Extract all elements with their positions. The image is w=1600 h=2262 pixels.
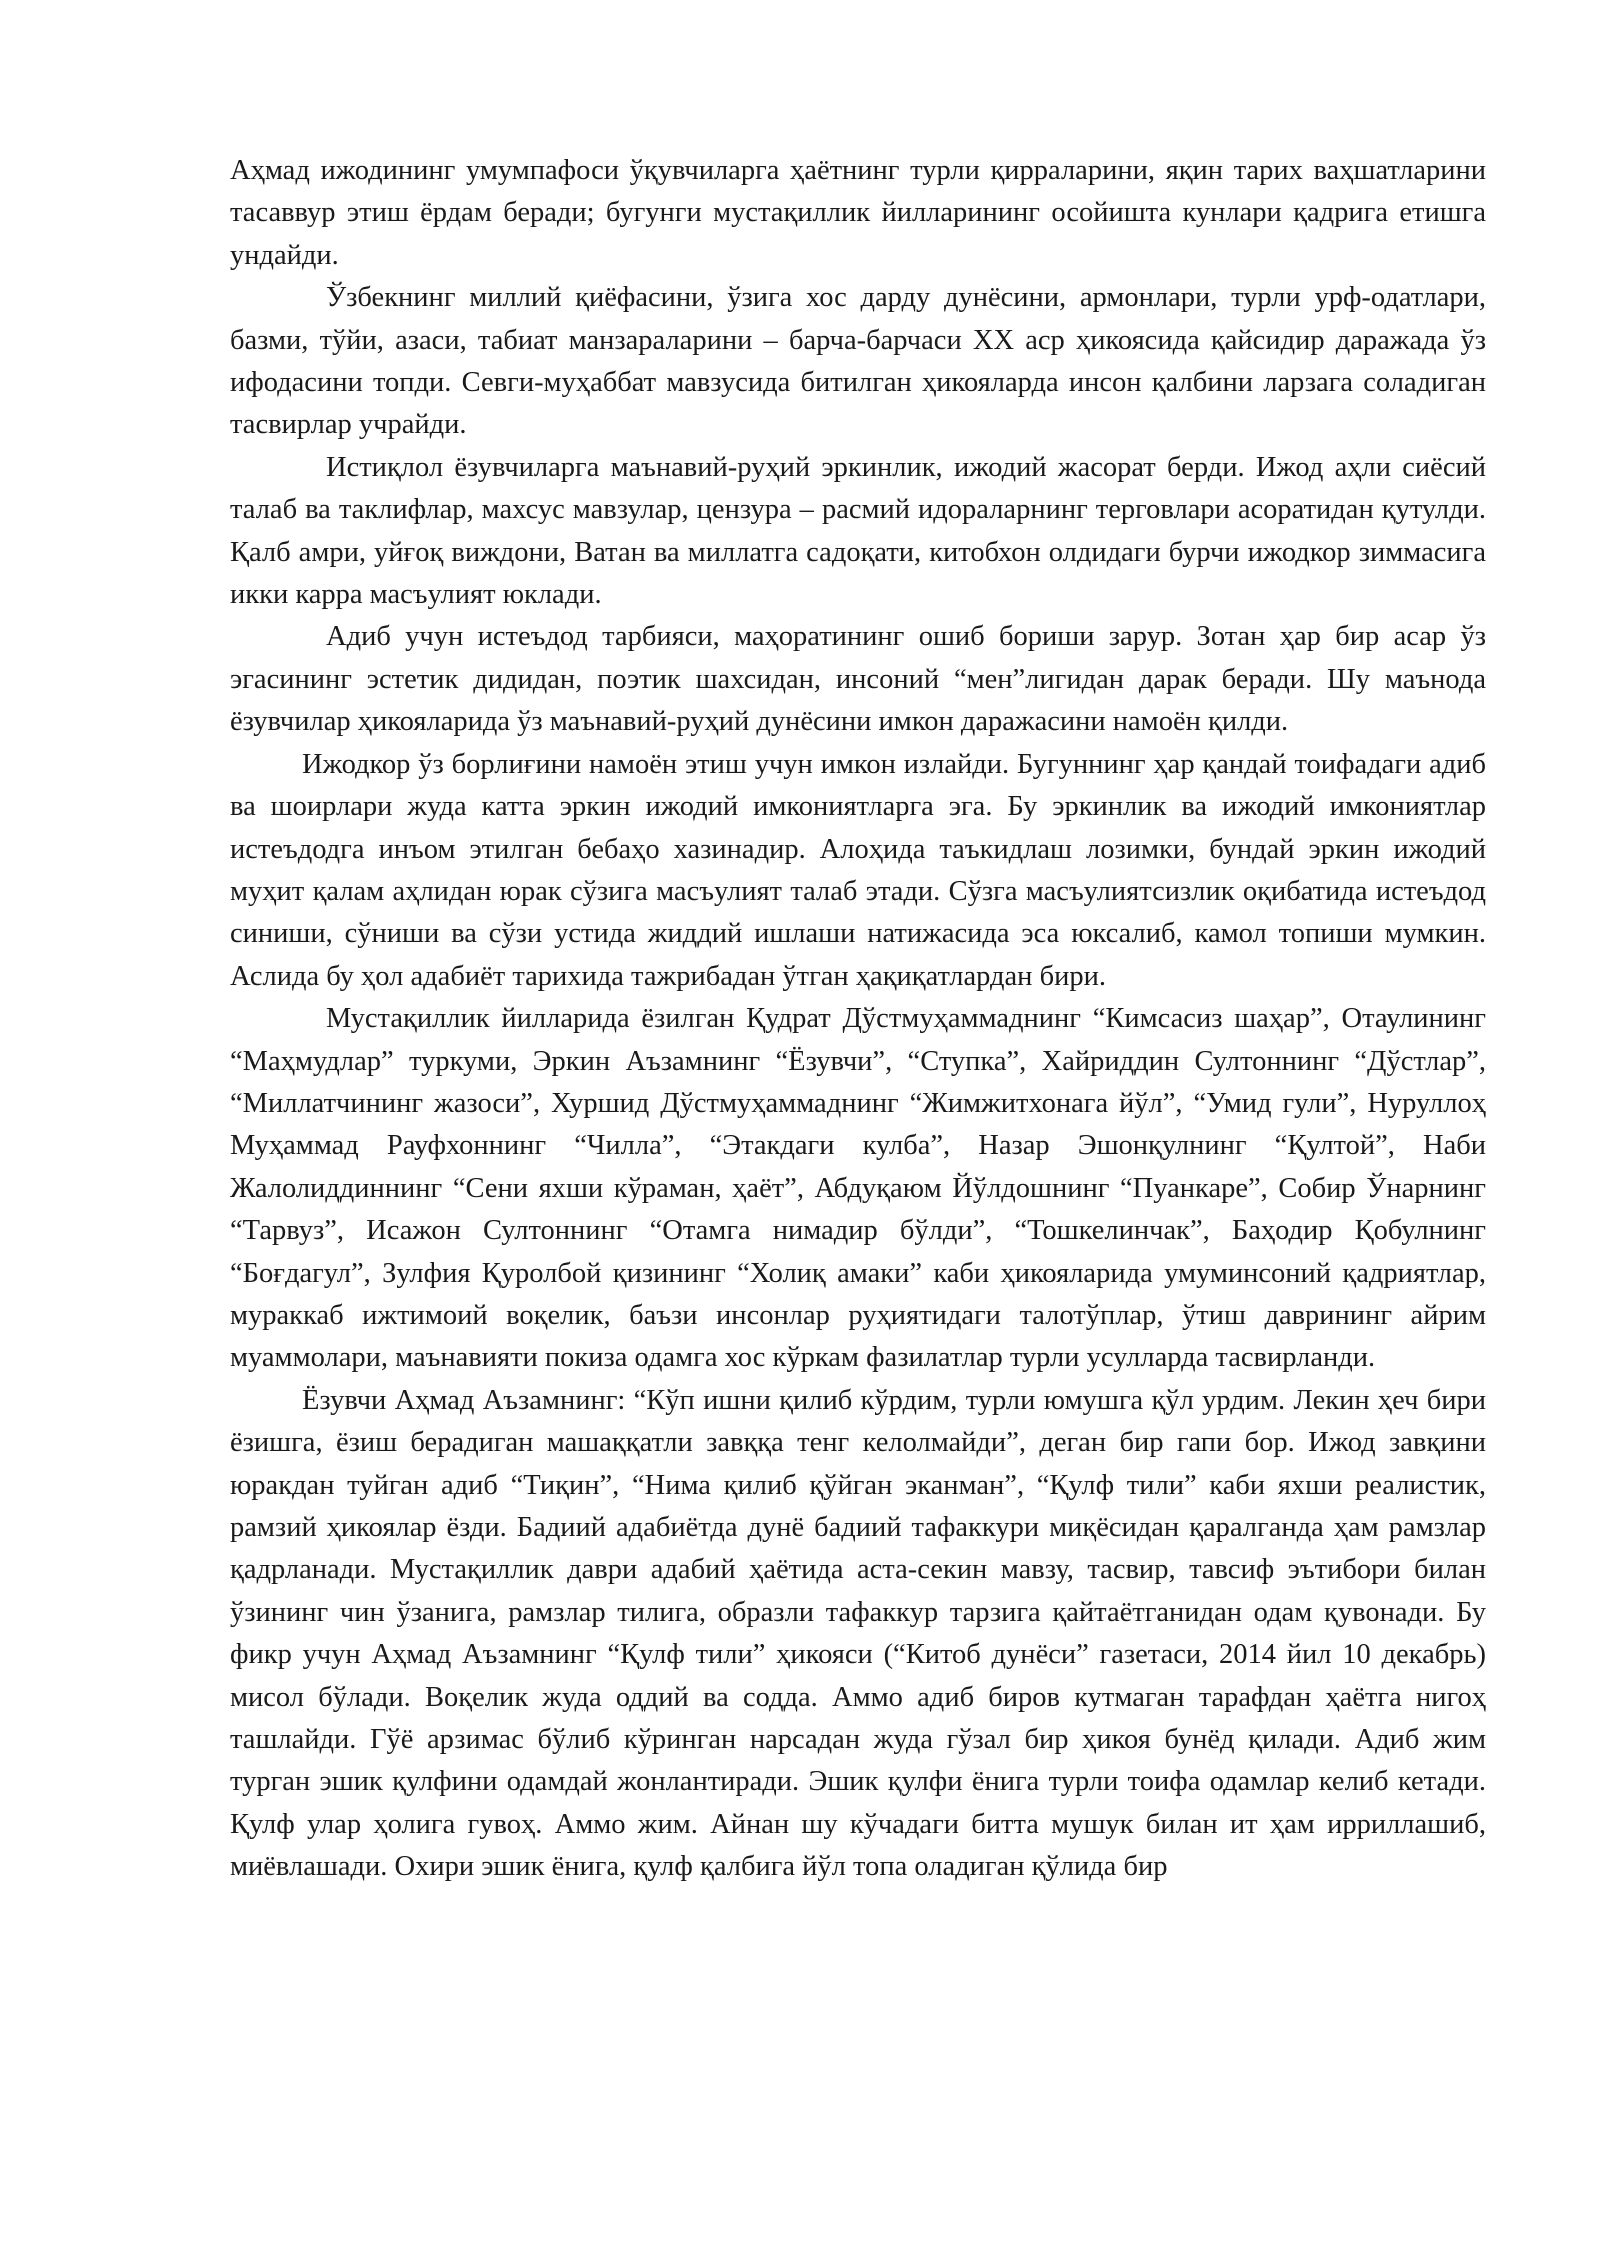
paragraph-2: Ўзбекнинг миллий қиёфасини, ўзига хос дарду дунёсини, армонлари, турли урф-одатлари, базми, тўйи, азаси, табиат манзараларини – барча-барчаси XX аср ҳикоясида қайсидир даражада ўз ифодасини топди. Севги-муҳаббат мавзусида битилган ҳикояларда инсон қалбини ларзага соладиган тасвирлар учрайди.	[230, 282, 1486, 441]
paragraph-6: Мустақиллик йилларида ёзилган Қудрат Дўстмуҳаммаднинг “Кимсасиз шаҳар”, Отаулининг “Маҳмудлар” туркуми, Эркин Аъзамнинг “Ёзувчи”, “Ступка”, Хайриддин Султоннинг “Дўстлар”, “Миллатчининг жазоси”, Хуршид Дўстмуҳаммаднинг “Жимжитхонага йўл”, “Умид гули”, Нуруллоҳ Муҳаммад Рауфхоннинг “Чилла”, “Этакдаги кулба”, Назар Эшонқулнинг “Қултой”, Наби Жалолиддиннинг “Сени яхши кўраман, ҳаёт”, Абдуқаюм Йўлдошнинг “Пуанкаре”, Собир Ўнарнинг “Тарвуз”, Исажон Султоннинг “Отамга нимадир бўлди”, “Тошкелинчак”, Баҳодир Қобулнинг “Бoғдагул”, Зулфия Қуролбой қизининг “Холиқ амаки” каби ҳикояларида умуминсоний қадриятлар, мураккаб ижтимоий воқелик, баъзи инсонлар руҳиятидаги талотўплар, ўтиш даврининг айрим муаммолари, маънавияти покиза одамга хос кўркам фазилатлар турли усулларда тасвирланди.	[230, 1003, 1486, 1374]
paragraph-4: Адиб учун истеъдод тарбияси, маҳоратининг ошиб бориши зарур. Зотан ҳар бир асар ўз эгасининг эстетик дидидан, поэтик шахсидан, инсоний “мен”лигидан дарак беради. Шу маънода ёзувчилар ҳикояларида ўз маънавий-руҳий дунёсини имкон даражасини намоён қилди.	[230, 621, 1486, 738]
paragraph-7: Ёзувчи Аҳмад Аъзамнинг: “Кўп ишни қилиб кўрдим, турли юмушга қўл урдим. Лекин ҳеч бири ёзишга, ёзиш берадиган машаққатли завққа тенг келолмайди”, деган бир гапи бор. Ижод завқини юракдан туйган адиб “Тиқин”, “Нима қилиб қўйган эканман”, “Қулф тили” каби яхши реалистик, рамзий ҳикоялар ёзди. Бадиий адабиётда дунё бадиий тафаккури миқёсидан қаралганда ҳам рамзлар қадрланади. Мустақиллик даври адабий ҳаётида аста-секин мавзу, тасвир, тавсиф эътибори билан ўзининг чин ўзанига, рамзлар тилига, образли тафаккур тарзига қайтаётганидан одам қувонади. Бу фикр учун Аҳмад Аъзамнинг “Қулф тили” ҳикояси (“Китоб дунёси” газетаси, 2014 йил 10 декабрь) мисол бўлади. Воқелик жуда оддий ва содда. Аммо адиб биров кутмаган тарафдан ҳаётга нигоҳ ташлайди. Гўё арзимас бўлиб кўринган нарсадан жуда гўзал бир ҳикоя бунёд қилади. Адиб жим турган эшик қулфини одамдай жонлантиради. Эшик қулфи ёнига турли тоифа одамлар келиб кетади. Қулф улар ҳолига гувоҳ. Аммо жим. Айнан шу кўчадаги битта мушук билан ит ҳам ирриллашиб, миёвлашади. Охири эшик ёнига, қулф қалбига йўл топа оладиган қўлида бир	[230, 1384, 1486, 1883]
paragraph-3: Истиқлол ёзувчиларга маънавий-руҳий эркинлик, ижодий жасорат берди. Ижод аҳли сиёсий талаб ва таклифлар, махсус мавзулар, цензура – расмий идораларнинг терговлари асоратидан қутулди. Қалб амри, уйғоқ виждони, Ватан ва миллатга садоқати, китобхон олдидаги бурчи ижодкор зиммасига икки карра масъулият юклади.	[230, 451, 1486, 611]
document-body	[230, 150, 1486, 1889]
paragraph-5: Ижодкор ўз борлиғини намоён этиш учун имкон излайди. Бугуннинг ҳар қандай тоифадаги адиб ва шоирлари жуда катта эркин ижодий имкониятларга эга. Бу эркинлик ва ижодий имкониятлар истеъдодга инъом этилган бебаҳо хазинадир. Алоҳида таъкидлаш лозимки, бундай эркин ижодий муҳит қалам аҳлидан юрак сўзига масъулият талаб этади. Сўзга масъулиятсизлик оқибатида истеъдод синиши, сўниши ва сўзи устида жиддий ишлаши натижасида эса юксалиб, камол топиши мумкин. Аслида бу ҳол адабиёт тарихида тажрибадан ўтган ҳақиқатлардан бири.	[230, 748, 1486, 992]
paragraph-1: Аҳмад ижодининг умумпафоси ўқувчиларга ҳаётнинг турли қирраларини, яқин тарих ваҳшатларини тасаввур этиш ёрдам беради; бугунги мустақиллик йилларининг осойишта кунлари қадрига етишга ундайди.	[230, 155, 1486, 271]
